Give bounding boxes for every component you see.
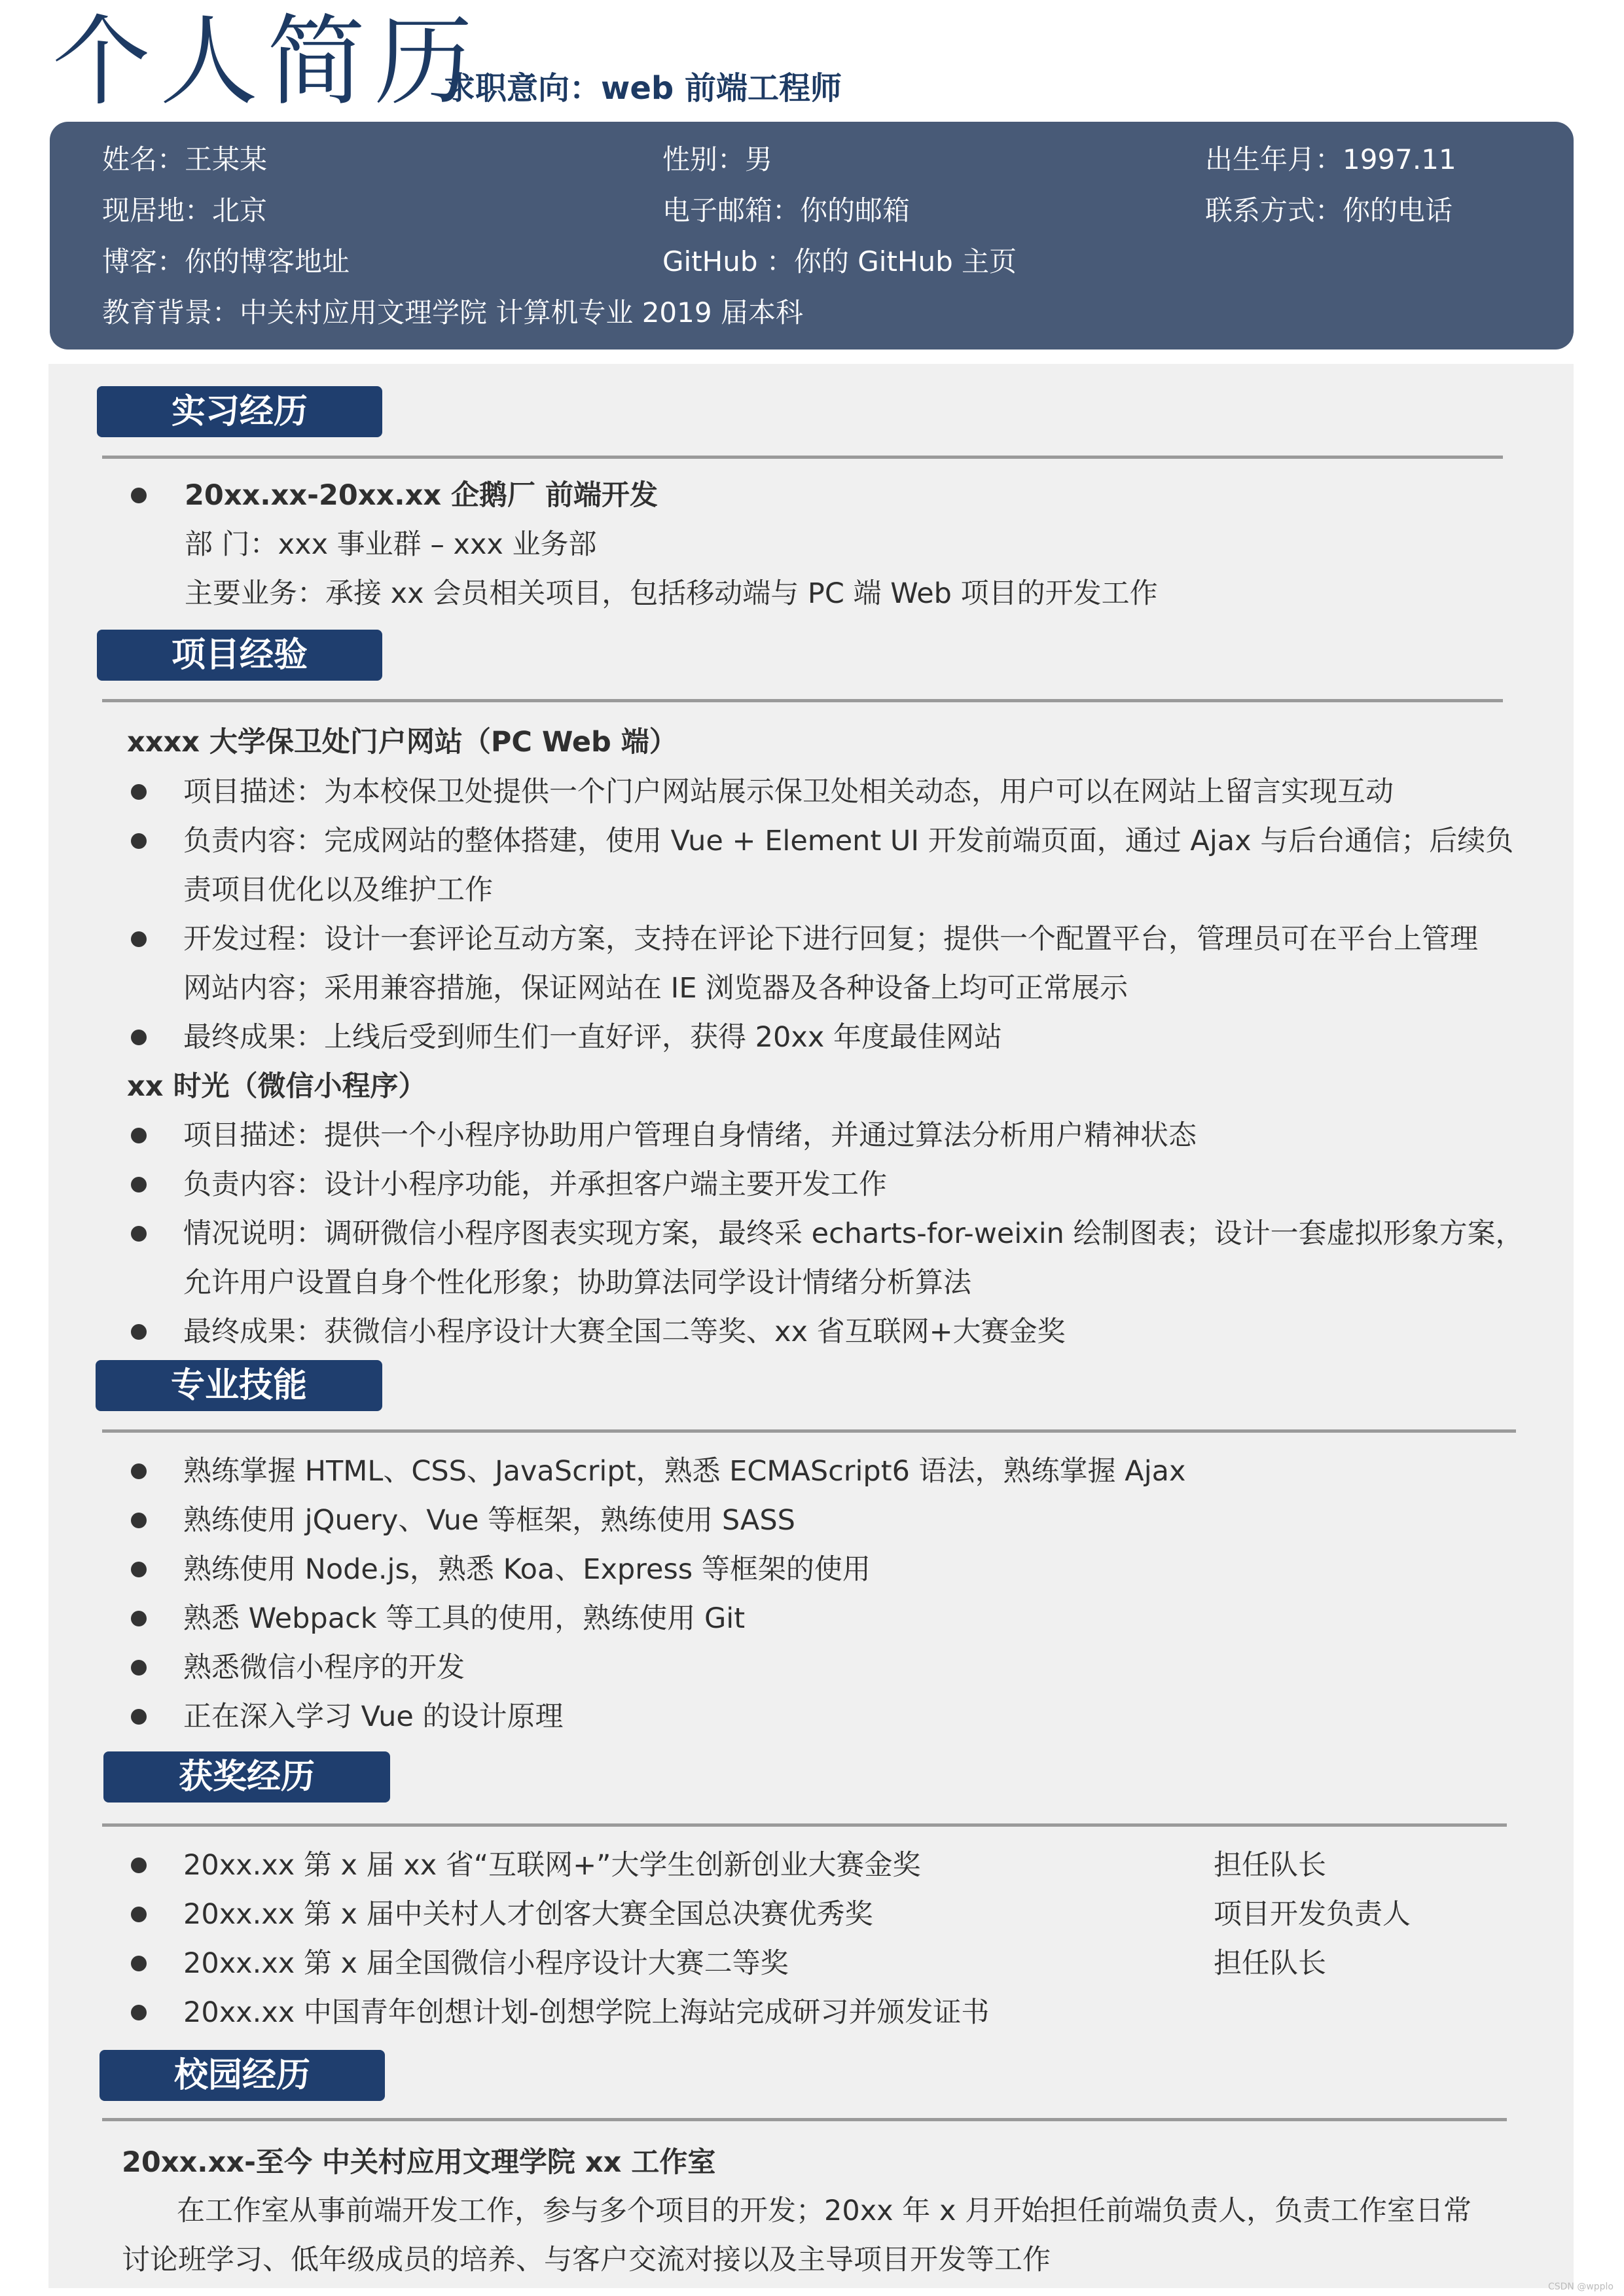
info-location: 现居地：北京 xyxy=(102,194,268,226)
bullet-icon xyxy=(131,1660,147,1676)
section-divider xyxy=(102,456,1503,459)
section-skills-title: 专业技能 xyxy=(96,1360,382,1411)
section-awards-title: 获奖经历 xyxy=(103,1751,390,1803)
bullet-icon xyxy=(131,1226,147,1242)
info-github: GitHub ：你的 GitHub 主页 xyxy=(662,245,1017,278)
award-item: 20xx.xx 中国青年创想计划-创想学院上海站完成研习并颁发证书 xyxy=(183,1996,990,2029)
bullet-icon xyxy=(131,1128,147,1143)
bullet-icon xyxy=(131,784,147,800)
info-email: 电子邮箱：你的邮箱 xyxy=(662,194,911,226)
info-gender: 性别：男 xyxy=(662,143,773,175)
skill-item: 熟练使用 jQuery、Vue 等框架，熟练使用 SASS xyxy=(183,1504,795,1537)
bullet-icon xyxy=(131,1956,147,1971)
campus-desc-cont: 讨论班学习、低年级成员的培养、与客户交流对接以及主导项目开发等工作 xyxy=(122,2244,1051,2276)
section-divider xyxy=(102,699,1503,702)
info-name: 姓名：王某某 xyxy=(102,143,268,175)
skill-item: 熟悉 Webpack 等工具的使用，熟练使用 Git xyxy=(183,1602,746,1635)
section-divider xyxy=(102,2118,1507,2121)
skill-item: 熟练使用 Node.js，熟悉 Koa、Express 等框架的使用 xyxy=(183,1553,871,1586)
section-divider xyxy=(102,1429,1516,1433)
project-2-desc: 项目描述：提供一个小程序协助用户管理自身情绪，并通过算法分析用户精神状态 xyxy=(183,1119,1197,1152)
section-campus-title: 校园经历 xyxy=(99,2050,385,2101)
bullet-icon xyxy=(131,1611,147,1626)
award-role: 项目开发负责人 xyxy=(1214,1898,1411,1931)
award-item: 20xx.xx 第 x 届中关村人才创客大赛全国总决赛优秀奖 xyxy=(183,1898,873,1931)
project-1-result: 最终成果：上线后受到师生们一直好评，获得 20xx 年度最佳网站 xyxy=(183,1021,1002,1054)
bullet-icon xyxy=(131,1513,147,1528)
internship-business: 主要业务：承接 xx 会员相关项目，包括移动端与 PC 端 Web 项目的开发工作 xyxy=(185,577,1158,610)
bullet-icon xyxy=(131,1857,147,1873)
project-1-title: xxxx 大学保卫处门户网站（PC Web 端） xyxy=(127,726,677,759)
award-role: 担任队长 xyxy=(1214,1849,1326,1882)
project-1-resp-cont: 责项目优化以及维护工作 xyxy=(183,874,493,906)
project-1-dev-cont: 网站内容；采用兼容措施，保证网站在 IE 浏览器及各种设备上均可正常展示 xyxy=(183,972,1128,1005)
bullet-icon xyxy=(131,1562,147,1577)
project-2-note-cont: 允许用户设置自身个性化形象；协助算法同学设计情绪分析算法 xyxy=(183,1266,971,1299)
skill-item: 正在深入学习 Vue 的设计原理 xyxy=(183,1700,564,1733)
project-1-resp: 负责内容：完成网站的整体搭建，使用 Vue + Element UI 开发前端页面，通过 Ajax 与后台通信；后续负 xyxy=(183,825,1514,857)
campus-heading: 20xx.xx-至今 中关村应用文理学院 xx 工作室 xyxy=(122,2146,716,2179)
personal-info-panel xyxy=(50,122,1574,350)
project-2-resp: 负责内容：设计小程序功能，并承担客户端主要开发工作 xyxy=(183,1168,887,1201)
info-birth: 出生年月：1997.11 xyxy=(1205,143,1456,175)
bullet-icon xyxy=(131,1324,147,1340)
bullet-icon xyxy=(131,2005,147,2020)
watermark: CSDN @wpplo xyxy=(1547,2282,1614,2292)
project-1-dev: 开发过程：设计一套评论互动方案，支持在评论下进行回复；提供一个配置平台，管理员可在平台上管理 xyxy=(183,923,1478,956)
bullet-icon xyxy=(131,1709,147,1725)
campus-desc: 在工作室从事前端开发工作，参与多个项目的开发；20xx 年 x 月开始担任前端负责人，负责工作室日常 xyxy=(177,2195,1472,2227)
bullet-icon xyxy=(131,1907,147,1922)
project-2-result: 最终成果：获微信小程序设计大赛全国二等奖、xx 省互联网+大赛金奖 xyxy=(183,1316,1066,1348)
award-item: 20xx.xx 第 x 届 xx 省“互联网+”大学生创新创业大赛金奖 xyxy=(183,1849,921,1882)
resume-title: 个人简历 xyxy=(52,5,482,119)
bullet-icon xyxy=(131,1177,147,1193)
bullet-icon xyxy=(131,833,147,849)
internship-heading: 20xx.xx-20xx.xx 企鹅厂 前端开发 xyxy=(185,479,659,512)
info-education: 教育背景：中关村应用文理学院 计算机专业 2019 届本科 xyxy=(102,296,803,329)
project-2-note: 情况说明：调研微信小程序图表实现方案，最终采 echarts-for-weixin 绘制图表；设计一套虚拟形象方案， xyxy=(183,1217,1524,1250)
skill-item: 熟练掌握 HTML、CSS、JavaScript，熟悉 ECMAScript6 语法，熟练掌握 Ajax xyxy=(183,1455,1186,1488)
job-intent: 求职意向：web 前端工程师 xyxy=(444,70,842,107)
info-blog: 博客：你的博客地址 xyxy=(102,245,350,278)
project-1-desc: 项目描述：为本校保卫处提供一个门户网站展示保卫处相关动态，用户可以在网站上留言实现互动 xyxy=(183,776,1394,808)
bullet-icon xyxy=(131,1030,147,1045)
bullet-icon xyxy=(131,931,147,947)
bullet-icon xyxy=(131,488,147,503)
project-2-title: xx 时光（微信小程序） xyxy=(127,1070,427,1103)
section-projects-title: 项目经验 xyxy=(97,630,382,681)
section-internship-title: 实习经历 xyxy=(97,386,382,437)
award-item: 20xx.xx 第 x 届全国微信小程序设计大赛二等奖 xyxy=(183,1947,789,1980)
internship-dept: 部 门：xxx 事业群 – xxx 业务部 xyxy=(185,528,597,561)
skill-item: 熟悉微信小程序的开发 xyxy=(183,1651,465,1684)
info-phone: 联系方式：你的电话 xyxy=(1205,194,1453,226)
award-role: 担任队长 xyxy=(1214,1947,1326,1980)
bullet-icon xyxy=(131,1463,147,1479)
section-divider xyxy=(102,1823,1507,1827)
